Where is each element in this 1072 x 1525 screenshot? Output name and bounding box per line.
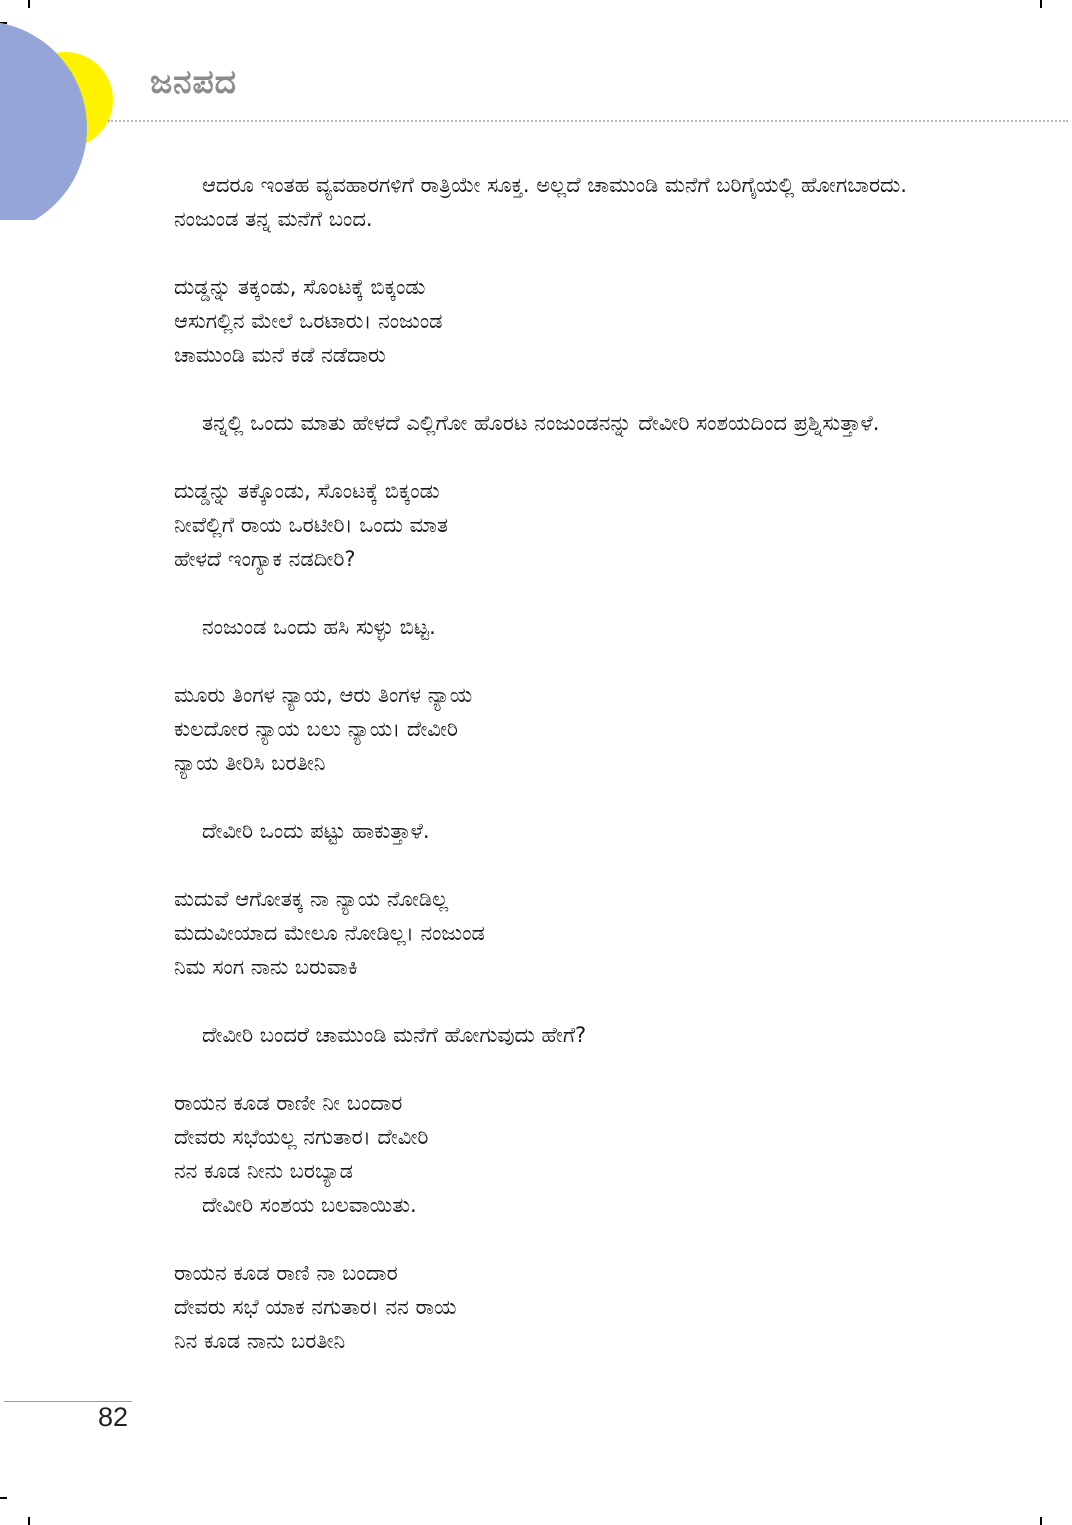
block-gap <box>174 984 974 1018</box>
crop-mark <box>28 1517 30 1525</box>
blue-circle <box>0 21 87 220</box>
page-body <box>174 168 974 1358</box>
verse-line: ಮೂರು ತಿಂಗಳ ನ್ಯಾಯ, ಆರು ತಿಂಗಳ ನ್ಯಾಯ <box>174 683 473 707</box>
verse-line: ಮದುವೀಯಾದ ಮೇಲೂ ನೋಡಿಲ್ಲ। ನಂಜುಂಡ <box>174 921 485 945</box>
block-gap <box>174 372 974 406</box>
verse-stanza <box>174 1086 974 1188</box>
verse-line: ನನ ಕೂಡ ನೀನು ಬರಬ್ಯಾಡ <box>174 1159 354 1183</box>
prose-paragraph: ತನ್ನಲ್ಲಿ ಒಂದು ಮಾತು ಹೇಳದೆ ಎಲ್ಲಿಗೋ ಹೊರಟ ನಂಜುಂಡನನ್ನು ದೇವೀರಿ ಸಂಶಯದಿಂದ ಪ್ರಶ್ನಿಸುತ್ತಾಳೆ. <box>202 411 880 435</box>
verse-line: ನೀವೆಲ್ಲಿಗೆ ರಾಯ ಒರಟೀರಿ। ಒಂದು ಮಾತ <box>174 513 449 537</box>
block-gap <box>174 848 974 882</box>
verse-line: ಆಸುಗಲ್ಲಿನ ಮೇಲೆ ಒರಟಾರು। ನಂಜುಂಡ <box>174 309 443 333</box>
verse-line: ರಾಯನ ಕೂಡ ರಾಣೀ ನೀ ಬಂದಾರ <box>174 1091 403 1115</box>
verse-line: ಕುಲದೋರ ನ್ಯಾಯ ಬಲು ನ್ಯಾಯ। ದೇವೀರಿ <box>174 717 458 741</box>
block-gap <box>174 236 974 270</box>
verse-line: ದುಡ್ಡನ್ನು ತಕ್ಕಂಡು, ಸೊಂಟಕ್ಕೆ ಬಿಕ್ಕಂಡು <box>174 275 426 299</box>
prose-paragraph: ದೇವೀರಿ ಒಂದು ಪಟ್ಟು ಹಾಕುತ್ತಾಳೆ. <box>202 819 430 843</box>
crop-mark <box>0 1497 7 1499</box>
prose-paragraph: ಆದರೂ ಇಂತಹ ವ್ಯವಹಾರಗಳಿಗೆ ರಾತ್ರಿಯೇ ಸೂಕ್ತ. ಅಲ್ಲದೆ ಚಾಮುಂಡಿ ಮನೆಗೆ ಬರಿಗೈಯಲ್ಲಿ ಹೋಗಬಾರದು. ನಂಜುಂಡ ತನ್ನ ಮನೆಗೆ ಬಂದ. <box>174 173 907 231</box>
block-gap <box>174 1052 974 1086</box>
block-gap <box>174 644 974 678</box>
verse-line: ದೇವರು ಸಭೆ ಯಾಕ ನಗುತಾರ। ನನ ರಾಯ <box>174 1295 457 1319</box>
page-number: 82 <box>98 1402 129 1432</box>
running-header-title: ಜನಪದ <box>150 62 237 101</box>
prose-paragraph: ನಂಜುಂಡ ಒಂದು ಹಸಿ ಸುಳ್ಳು ಬಿಟ್ಟ. <box>202 615 436 639</box>
verse-stanza <box>174 882 974 984</box>
header-dotted-rule <box>108 120 1068 122</box>
verse-line: ಚಾಮುಂಡಿ ಮನೆ ಕಡೆ ನಡೆದಾರು <box>174 343 386 367</box>
verse-stanza <box>174 1256 974 1358</box>
block-gap <box>174 1222 974 1256</box>
verse-line: ನ್ಯಾಯ ತೀರಿಸಿ ಬರತೀನಿ <box>174 751 326 775</box>
prose-paragraph: ದೇವೀರಿ ಬಂದರೆ ಚಾಮುಂಡಿ ಮನೆಗೆ ಹೋಗುವುದು ಹೇಗೆ? <box>202 1023 587 1047</box>
verse-line: ದುಡ್ಡನ್ನು ತಕ್ಕೊಂಡು, ಸೊಂಟಕ್ಕೆ ಬಿಕ್ಕಂಡು <box>174 479 440 503</box>
verse-line: ಹೇಳದೆ ಇಂಗ್ಯಾಕ ನಡದೀರಿ? <box>174 547 356 571</box>
crop-mark <box>1040 0 1042 8</box>
decorative-circles <box>0 0 140 220</box>
verse-stanza <box>174 474 974 576</box>
crop-mark <box>1040 1517 1042 1525</box>
block-gap <box>174 576 974 610</box>
verse-line: ನಿಮ ಸಂಗ ನಾನು ಬರುವಾಕಿ <box>174 955 358 979</box>
verse-line: ನಿನ ಕೂಡ ನಾನು ಬರತೀನಿ <box>174 1329 346 1353</box>
verse-stanza <box>174 678 974 780</box>
verse-line: ದೇವರು ಸಭೆಯಲ್ಲ ನಗುತಾರ। ದೇವೀರಿ <box>174 1125 429 1149</box>
block-gap <box>174 440 974 474</box>
verse-line: ರಾಯನ ಕೂಡ ರಾಣಿ ನಾ ಬಂದಾರ <box>174 1261 398 1285</box>
prose-paragraph: ದೇವೀರಿ ಸಂಶಯ ಬಲವಾಯಿತು. <box>202 1193 417 1217</box>
block-gap <box>174 780 974 814</box>
verse-line: ಮದುವೆ ಆಗೋತಕ್ಕ ನಾ ನ್ಯಾಯ ನೋಡಿಲ್ಲ <box>174 887 449 911</box>
verse-stanza <box>174 270 974 372</box>
